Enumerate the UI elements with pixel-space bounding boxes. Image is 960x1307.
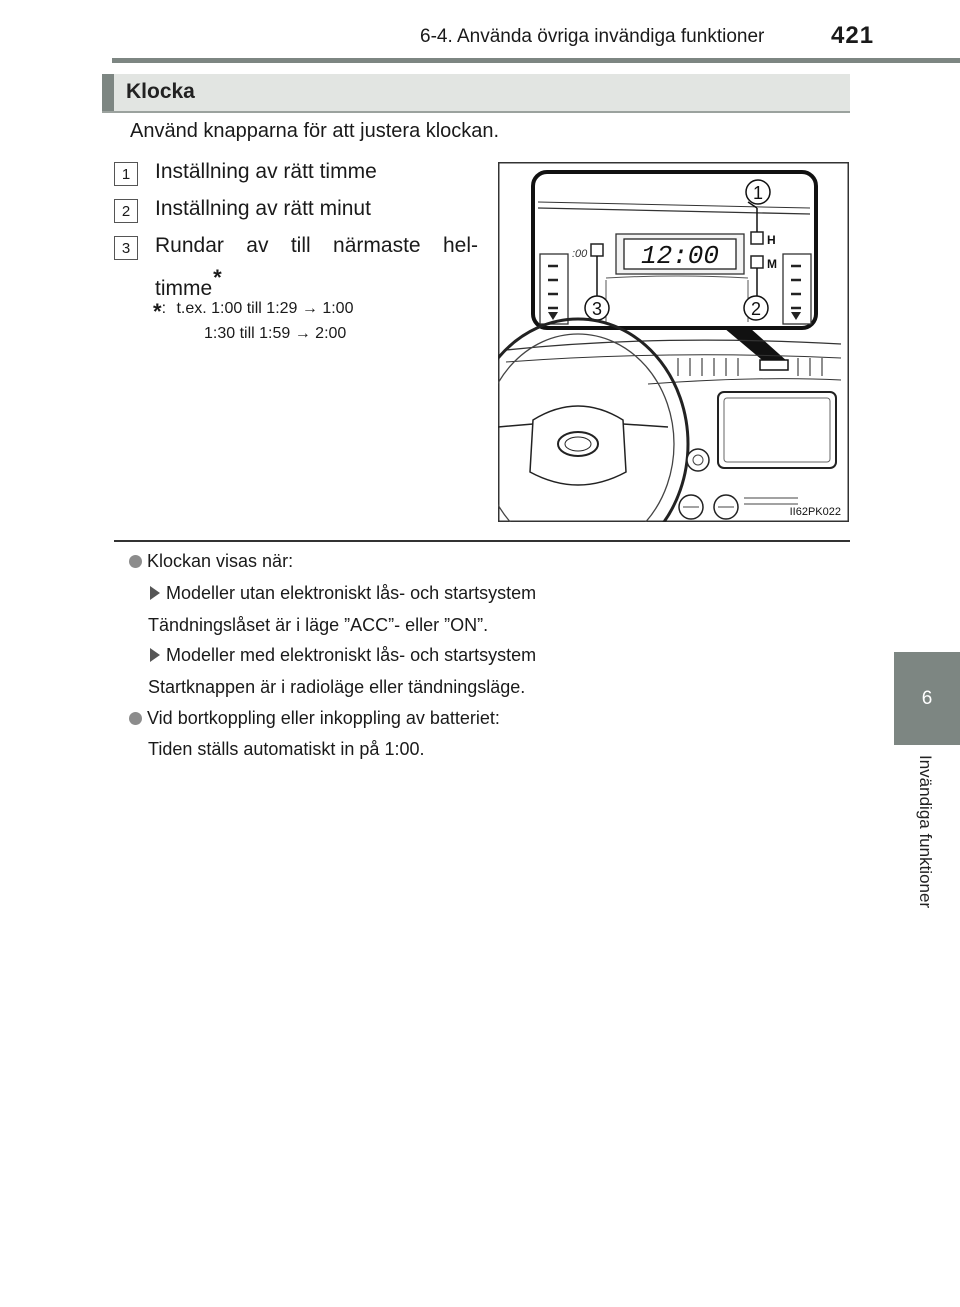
- bullet-dot-icon: [129, 555, 142, 568]
- item-number-box: 2: [114, 199, 138, 223]
- chapter-tab: [894, 652, 960, 745]
- header-rule: [112, 58, 960, 63]
- section-accent: [102, 74, 114, 111]
- chapter-label: Invändiga funktioner: [916, 755, 935, 909]
- section-heading-bar: [102, 74, 850, 113]
- item-text-line2-word: timme: [155, 277, 213, 300]
- callout-3-text: 3: [591, 299, 603, 319]
- section-divider: [114, 540, 850, 542]
- note-sub-2-text: Startknappen är i radioläge eller tändningsläge.: [148, 677, 526, 697]
- hour-button-label: H: [767, 233, 776, 247]
- note-heading: Vid bortkoppling eller inkoppling av batteriet:: [147, 708, 500, 728]
- footnote-colon: :: [161, 300, 167, 317]
- clock-display-text: 12:00: [640, 241, 720, 271]
- figure-code: II62PK022: [789, 506, 841, 518]
- bullet-dot-icon: [129, 712, 142, 725]
- footnote-marker: *: [213, 265, 222, 290]
- page-number: 421: [831, 22, 875, 49]
- note-sub-1-title: [150, 583, 536, 604]
- item-text-line2: [155, 267, 222, 301]
- minute-button-label: M: [767, 257, 777, 271]
- item-text-line1: Rundar av till närmaste hel-: [155, 234, 478, 257]
- sub-title-text: Modeller utan elektroniskt lås- och startsystem: [166, 583, 537, 603]
- item-text: Inställning av rätt timme: [155, 160, 377, 183]
- callout-1-text: 1: [752, 183, 764, 203]
- dashboard-clock-illustration: [498, 162, 849, 522]
- triangle-bullet-icon: [150, 648, 160, 662]
- running-header: 6-4. Använda övriga invändiga funktioner: [420, 26, 765, 47]
- note-bullet-2: [129, 708, 500, 729]
- note-heading: Klockan visas när:: [147, 551, 294, 571]
- footnote-line-2: 1:30 till 1:59 → 2:00: [204, 325, 347, 342]
- small-display-text: :00: [572, 248, 588, 260]
- callout-2-text: 2: [750, 299, 762, 319]
- item-number-box: 1: [114, 162, 138, 186]
- footnote-line-1-wrap: [153, 298, 353, 322]
- footnote-line-1: t.ex. 1:00 till 1:29 → 1:00: [176, 300, 354, 317]
- note-text: Tiden ställs automatiskt in på 1:00.: [148, 739, 425, 759]
- chapter-number: 6: [921, 687, 933, 709]
- footnote-star: *: [153, 299, 162, 324]
- item-number-box: 3: [114, 236, 138, 260]
- note-bullet-1: [129, 551, 293, 572]
- section-title: Klocka: [126, 80, 195, 103]
- note-sub-2-title: [150, 645, 536, 666]
- triangle-bullet-icon: [150, 586, 160, 600]
- intro-text: Använd knapparna för att justera klockan.: [130, 120, 500, 142]
- sub-title-text: Modeller med elektroniskt lås- och startsystem: [166, 645, 537, 665]
- note-sub-1-text: Tändningslåset är i läge ”ACC”- eller ”ON”.: [148, 615, 489, 635]
- illustration-svg: [498, 162, 849, 522]
- item-text: Inställning av rätt minut: [155, 197, 371, 220]
